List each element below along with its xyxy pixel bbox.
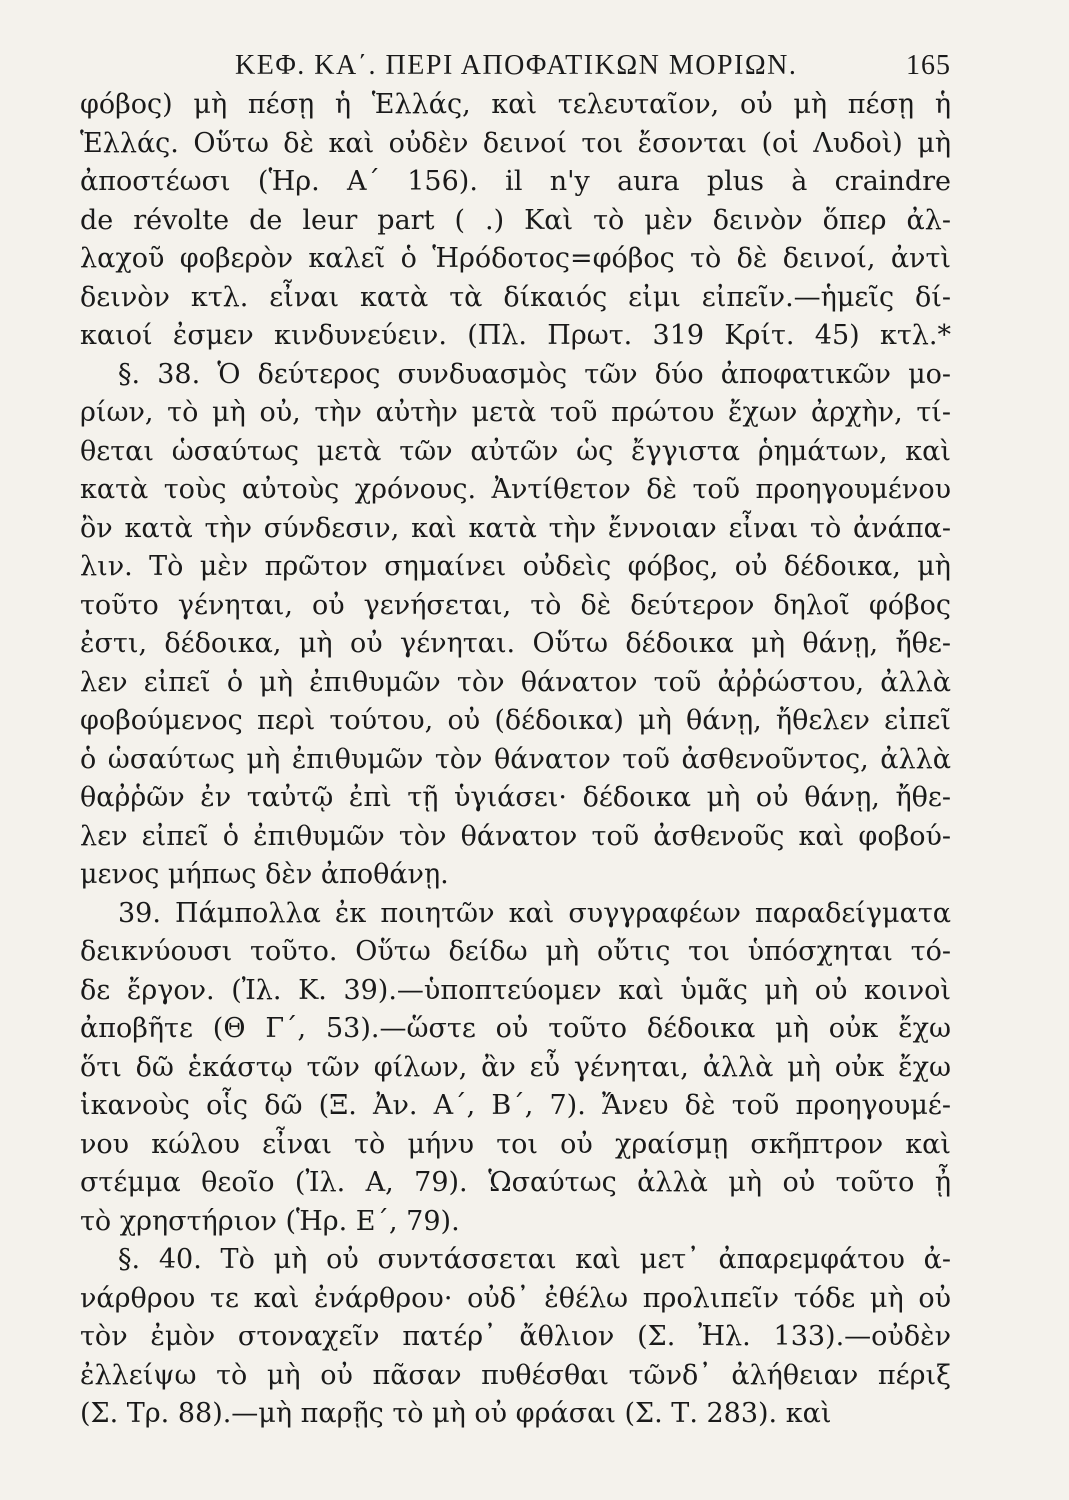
text-line: τὸ χρηστήριον (Ἡρ. Ε΄, 79). [80,1205,460,1237]
text-line: ὂν κατὰ τὴν σύνδεσιν, καὶ κατὰ τὴν ἔννοιαν εἶναι τὸ ἀνάπα- [80,512,951,544]
text-line: ὁ ὡσαύτως μὴ ἐπιθυμῶν τὸν θάνατον τοῦ ἀσθενοῦντος, ἀλλὰ [80,743,951,775]
text-line: ὅτι δῶ ἑκάστῳ τῶν φίλων, ἂν εὖ γένηται, ἀλλὰ μὴ οὐκ ἔχω [80,1051,951,1083]
text-line: στέμμα θεοῖο (Ἰλ. Α, 79). Ὡσαύτως ἀλλὰ μὴ οὐ τοῦτο ᾖ [80,1167,951,1198]
text-line: (Σ. Τρ. 88).—μὴ παρῇς τὸ μὴ οὐ φράσαι (Σ. Τ. 283). καὶ [80,1398,832,1429]
text-line: δεινὸν κτλ. εἶναι κατὰ τὰ δίκαιός εἰμι εἰπεῖν.—ἡμεῖς δί- [80,281,951,313]
text-line: λαχοῦ φοβερὸν καλεῖ ὁ Ἡρόδοτος=φόβος τὸ δὲ δεινοί, ἀντὶ [80,243,951,274]
text-line: θεται ὡσαύτως μετὰ τῶν αὐτῶν ὡς ἔγγιστα ῥημάτων, καὶ [80,435,951,467]
text-line: τὸν ἐμὸν στοναχεῖν πατέρ᾽ ἄθλιον (Σ. Ἠλ. 133).—οὐδὲν [80,1321,951,1352]
text-line: δε ἔργον. (Ἰλ. Κ. 39).—ὑποπτεύομεν καὶ ὑμᾶς μὴ οὐ κοινοὶ [80,974,951,1006]
text-line: νάρθρου τε καὶ ἐνάρθρου· οὐδ᾽ ἐθέλω προλιπεῖν τόδε μὴ οὐ [80,1282,951,1314]
text-line: Ἑλλάς. Οὕτω δὲ καὶ οὐδὲν δεινοί τοι ἔσονται (οἱ Λυδοὶ) μὴ [80,127,951,159]
text-line: λεν εἰπεῖ ὁ μὴ ἐπιθυμῶν τὸν θάνατον τοῦ ἀῤῥώστου, ἀλλὰ [80,666,951,698]
text-line: λεν εἰπεῖ ὁ ἐπιθυμῶν τὸν θάνατον τοῦ ἀσθενοῦς καὶ φοβού- [80,820,951,852]
text-line: θαῤῥῶν ἐν ταὐτῷ ἐπὶ τῇ ὑγιάσει· δέδοικα μὴ οὐ θάνῃ, ἤθε- [80,782,951,813]
running-header [80,50,951,82]
text-line: ἱκανοὺς οἷς δῶ (Ξ. Ἀν. Α΄, Β΄, 7). Ἄνευ δὲ τοῦ προηγουμέ- [80,1090,951,1121]
text-line: νου κώλου εἶναι τὸ μήνυ τοι οὐ χραίσμῃ σκῆπτρον καὶ [80,1128,951,1160]
chapter-title: ΚΕΦ. ΚΑ΄. ΠΕΡΙ ΑΠΟΦΑΤΙΚΩΝ ΜΟΡΙΩΝ. [235,50,798,81]
text-line: ρίων, τὸ μὴ οὐ, τὴν αὐτὴν μετὰ τοῦ πρώτου ἔχων ἀρχὴν, τί- [80,397,951,428]
text-line: δεικνύουσι τοῦτο. Οὕτω δείδω μὴ οὔτις τοι ὑπόσχηται τό- [80,936,951,967]
body-text [80,86,951,1434]
text-line: φοβούμενος περὶ τούτου, οὐ (δέδοικα) μὴ θάνῃ, ἤθελεν εἰπεῖ [80,705,951,736]
text-line: κατὰ τοὺς αὐτοὺς χρόνους. Ἀντίθετον δὲ τοῦ προηγουμένου [80,474,951,505]
text-line: de révolte de leur part ( .) Καὶ τὸ μὲν δεινὸν ὅπερ ἀλ- [80,204,951,236]
text-line: τοῦτο γένηται, οὐ γενήσεται, τὸ δὲ δεύτερον δηλοῖ φόβος [80,589,951,621]
text-line: ἐστι, δέδοικα, μὴ οὐ γένηται. Οὕτω δέδοικα μὴ θάνῃ, ἤθε- [80,628,951,659]
text-line: ἐλλείψω τὸ μὴ οὐ πᾶσαν πυθέσθαι τῶνδ᾽ ἀλήθειαν πέριξ [80,1359,951,1391]
text-line: καιοί ἐσμεν κινδυνεύειν. (Πλ. Πρωτ. 319 Κρίτ. 45) κτλ.* [80,320,951,351]
text-line: μενος μήπως δὲν ἀποθάνῃ. [80,859,449,890]
text-line: ἀποστέωσι (Ἡρ. Α΄ 156). il n'y aura plus à craindre [80,166,951,197]
text-line: ἀποβῆτε (Θ Γ΄, 53).—ὥστε οὐ τοῦτο δέδοικα μὴ οὐκ ἔχω [80,1013,951,1044]
text-line: §. 40. Τὸ μὴ οὐ συντάσσεται καὶ μετ᾽ ἀπαρεμφάτου ἀ- [118,1244,951,1275]
text-line: φόβος) μὴ πέσῃ ἡ Ἑλλάς, καὶ τελευταῖον, οὐ μὴ πέσῃ ἡ [80,89,951,120]
text-line: λιν. Τὸ μὲν πρῶτον σημαίνει οὐδεὶς φόβος, οὐ δέδοικα, μὴ [80,551,951,582]
text-line: §. 38. Ὁ δεύτερος συνδυασμὸς τῶν δύο ἀποφατικῶν μο- [118,358,951,390]
page-number: 165 [906,50,951,81]
text-line: 39. Πάμπολλα ἐκ ποιητῶν καὶ συγγραφέων παραδείγματα [118,897,951,929]
